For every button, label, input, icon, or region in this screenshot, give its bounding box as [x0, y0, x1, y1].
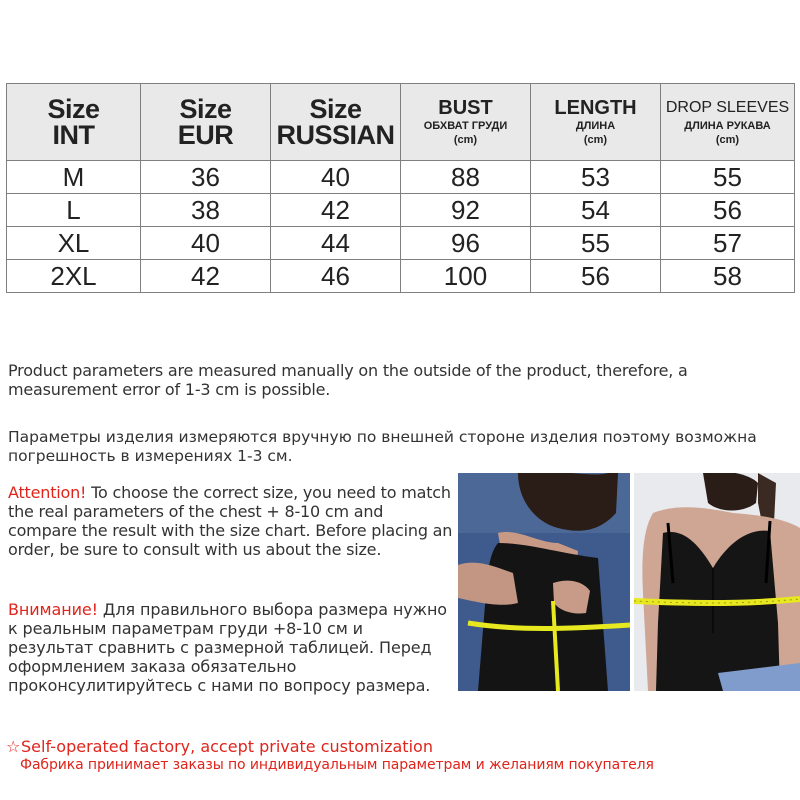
- measurement-photo: [458, 473, 800, 691]
- header-drop-sleeves: DROP SLEEVES ДЛИНА РУКАВА (cm): [661, 84, 795, 161]
- cell-size-int: M: [7, 161, 141, 194]
- cell-length: 56: [531, 260, 661, 293]
- cell-size-int: L: [7, 194, 141, 227]
- cell-bust: 96: [401, 227, 531, 260]
- measurement-note-ru: Параметры изделия измеряются вручную по внешней стороне изделия поэтому возможна погрешность в измерениях 1-3 см.: [8, 428, 757, 465]
- cell-bust: 88: [401, 161, 531, 194]
- cell-size-russian: 40: [271, 161, 401, 194]
- table-row: [7, 194, 795, 227]
- cell-drop-sleeves: 58: [661, 260, 795, 293]
- header-bust: BUST ОБХВАТ ГРУДИ (cm): [401, 84, 531, 161]
- cell-drop-sleeves: 57: [661, 227, 795, 260]
- header-size-int: Size INT: [7, 84, 141, 161]
- footer-line-ru: Фабрика принимает заказы по индивидуальным параметрам и желаниям покупателя: [20, 757, 654, 773]
- cell-size-russian: 42: [271, 194, 401, 227]
- attention-text-en: To choose the correct size, you need to match the real parameters of the chest + 8-10 cm and compare the result with the size chart. Before placing an order, be sure to consult with us about the size.: [8, 483, 453, 559]
- cell-size-int: XL: [7, 227, 141, 260]
- cell-size-eur: 42: [141, 260, 271, 293]
- cell-size-eur: 40: [141, 227, 271, 260]
- cell-size-int: 2XL: [7, 260, 141, 293]
- cell-drop-sleeves: 55: [661, 161, 795, 194]
- cell-length: 55: [531, 227, 661, 260]
- footer: [6, 737, 798, 774]
- table-header-row: [7, 84, 795, 161]
- attention-paragraph-ru: [8, 600, 453, 695]
- cell-size-russian: 44: [271, 227, 401, 260]
- header-size-eur: Size EUR: [141, 84, 271, 161]
- cell-size-russian: 46: [271, 260, 401, 293]
- cell-length: 53: [531, 161, 661, 194]
- header-size-russian: Size RUSSIAN: [271, 84, 401, 161]
- attention-text-ru: Для правильного выбора размера нужно к реальным параметрам груди +8-10 см и результат сравнить с размерной таблицей. Перед оформлением заказа обязательно проконсулитируйтесь с нами по вопросу размера.: [8, 600, 447, 695]
- attention-label-en: Attention!: [8, 483, 87, 502]
- table-row: [7, 161, 795, 194]
- size-chart-table: [6, 83, 795, 293]
- attention-label-ru: Внимание!: [8, 600, 98, 619]
- cell-size-eur: 36: [141, 161, 271, 194]
- table-row: [7, 227, 795, 260]
- star-outline-icon: ☆: [6, 737, 21, 756]
- footer-line-en: [6, 737, 798, 756]
- cell-bust: 100: [401, 260, 531, 293]
- cell-size-eur: 38: [141, 194, 271, 227]
- cell-drop-sleeves: 56: [661, 194, 795, 227]
- measurement-note-en: Product parameters are measured manually on the outside of the product, therefore, a measurement error of 1-3 cm is possible.: [8, 361, 688, 399]
- table-row: [7, 260, 795, 293]
- cell-bust: 92: [401, 194, 531, 227]
- attention-paragraph-en: [8, 483, 453, 559]
- footer-text-en: Self-operated factory, accept private customization: [21, 737, 433, 756]
- header-length: LENGTH ДЛИНА (cm): [531, 84, 661, 161]
- cell-length: 54: [531, 194, 661, 227]
